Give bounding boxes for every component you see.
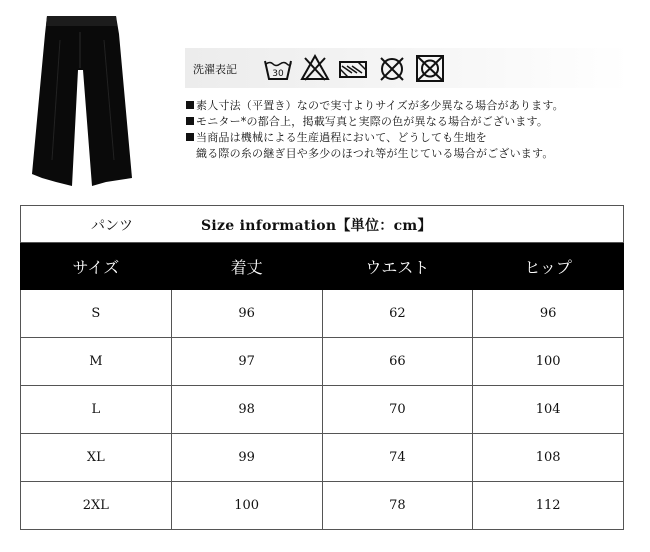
cell-waist: 78 bbox=[322, 482, 473, 530]
cell-hip: 96 bbox=[473, 290, 624, 338]
cell-waist: 74 bbox=[322, 434, 473, 482]
table-header-row bbox=[21, 243, 624, 290]
care-label-bar bbox=[185, 48, 630, 88]
cell-hip: 104 bbox=[473, 386, 624, 434]
table-title-row bbox=[21, 206, 624, 243]
note-production-continued: 織る際の糸の継ぎ目や多少のほつれ等が生じている場合がございます。 bbox=[196, 147, 554, 160]
table-row bbox=[21, 338, 624, 386]
no-dry-clean-icon bbox=[377, 53, 407, 83]
svg-text:30: 30 bbox=[272, 69, 284, 79]
size-information-title: Size information【単位：cm】 bbox=[201, 218, 432, 234]
note-color: モニター*の都合上，掲載写真と実際の色が異なる場合がございます。 bbox=[186, 114, 641, 130]
cell-waist: 66 bbox=[322, 338, 473, 386]
cell-length: 100 bbox=[171, 482, 322, 530]
wash-tub-30-icon bbox=[263, 53, 293, 83]
care-label-title: 洗濯表記 bbox=[193, 63, 237, 76]
no-tumble-dry-icon bbox=[415, 53, 445, 83]
bullet-square bbox=[186, 101, 194, 109]
header-size: サイズ bbox=[21, 243, 172, 290]
bullet-square bbox=[186, 133, 194, 141]
cell-hip: 112 bbox=[473, 482, 624, 530]
cell-hip: 100 bbox=[473, 338, 624, 386]
cell-waist: 70 bbox=[322, 386, 473, 434]
cell-size: M bbox=[21, 338, 172, 386]
product-type-label: パンツ bbox=[91, 218, 133, 234]
cell-size: S bbox=[21, 290, 172, 338]
cell-waist: 62 bbox=[322, 290, 473, 338]
bullet-square bbox=[186, 117, 194, 125]
cell-length: 99 bbox=[171, 434, 322, 482]
cell-hip: 108 bbox=[473, 434, 624, 482]
cell-length: 98 bbox=[171, 386, 322, 434]
size-table bbox=[20, 205, 624, 530]
cell-length: 97 bbox=[171, 338, 322, 386]
cell-size: XL bbox=[21, 434, 172, 482]
cell-size: L bbox=[21, 386, 172, 434]
note-measurement: 素人寸法（平置き）なので実寸よりサイズが多少異なる場合があります。 bbox=[186, 98, 641, 114]
note-production: 当商品は機械による生産過程において、どうしても生地を bbox=[186, 130, 641, 146]
cell-size: 2XL bbox=[21, 482, 172, 530]
header-length: 着丈 bbox=[171, 243, 322, 290]
cell-length: 96 bbox=[171, 290, 322, 338]
header-waist: ウエスト bbox=[322, 243, 473, 290]
pants-photo bbox=[20, 10, 140, 190]
header-hip: ヒップ bbox=[473, 243, 624, 290]
product-notes bbox=[186, 98, 641, 162]
table-row bbox=[21, 482, 624, 530]
table-row bbox=[21, 386, 624, 434]
hang-dry-icon bbox=[338, 53, 368, 83]
table-row bbox=[21, 434, 624, 482]
no-bleach-icon bbox=[300, 53, 330, 83]
table-row bbox=[21, 290, 624, 338]
